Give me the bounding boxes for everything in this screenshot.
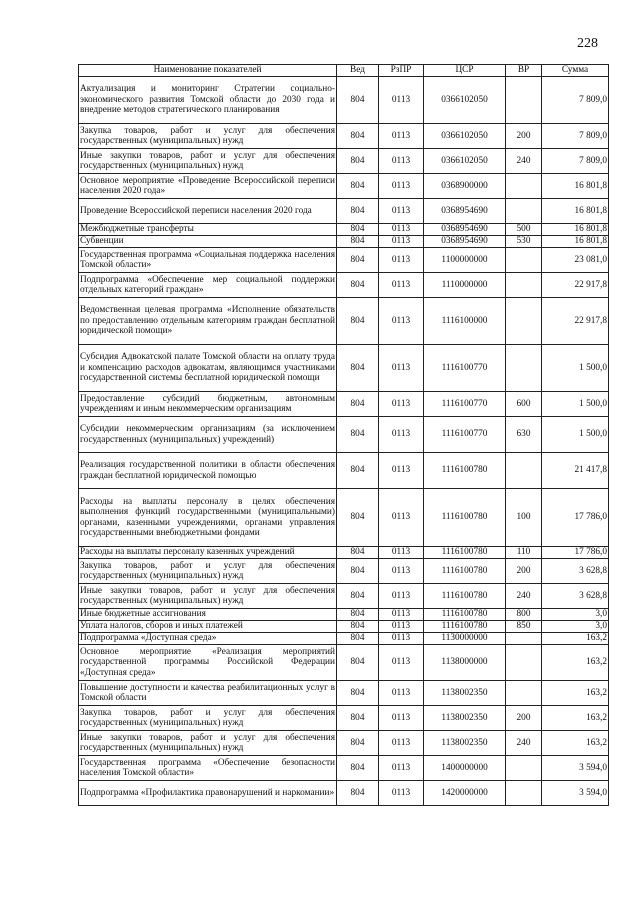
cell-sum: 3,0 — [542, 609, 609, 621]
cell-sum: 163,2 — [542, 731, 609, 756]
cell-ved: 804 — [337, 559, 379, 584]
cell-rzpr: 0113 — [379, 559, 424, 584]
cell-name: Подпрограмма «Обеспечение мер социальной поддержки отдельных категорий граждан» — [79, 273, 337, 298]
cell-vr: 530 — [506, 236, 542, 248]
cell-csr: 1400000000 — [424, 756, 506, 781]
cell-vr — [506, 248, 542, 273]
cell-ved: 804 — [337, 609, 379, 621]
cell-vr: 240 — [506, 149, 542, 174]
cell-csr: 1138002350 — [424, 731, 506, 756]
cell-ved: 804 — [337, 584, 379, 609]
table-row — [79, 633, 609, 645]
cell-csr: 0368954690 — [424, 224, 506, 236]
cell-name: Закупка товаров, работ и услуг для обеспечения государственных (муниципальных) нужд — [79, 559, 337, 584]
cell-csr: 0366102050 — [424, 149, 506, 174]
cell-rzpr: 0113 — [379, 584, 424, 609]
cell-ved: 804 — [337, 149, 379, 174]
table-row — [79, 77, 609, 124]
cell-ved: 804 — [337, 392, 379, 417]
cell-name: Субсидия Адвокатской палате Томской области на оплату труда и компенсацию расходов адвокатам, являющимся участниками государственной системы бесплатной юридической помощи — [79, 345, 337, 392]
table-row — [79, 645, 609, 681]
table-row — [79, 547, 609, 559]
cell-sum: 163,2 — [542, 681, 609, 706]
cell-vr: 850 — [506, 621, 542, 633]
cell-name: Основное мероприятие «Реализация мероприятий государственной программы Российской Федерации «Доступная среда» — [79, 645, 337, 681]
cell-ved: 804 — [337, 633, 379, 645]
cell-name: Иные бюджетные ассигнования — [79, 609, 337, 621]
cell-ved: 804 — [337, 489, 379, 547]
cell-name: Иные закупки товаров, работ и услуг для обеспечения государственных (муниципальных) нужд — [79, 731, 337, 756]
cell-csr: 1130000000 — [424, 633, 506, 645]
cell-ved: 804 — [337, 224, 379, 236]
cell-ved: 804 — [337, 236, 379, 248]
cell-vr: 800 — [506, 609, 542, 621]
cell-csr: 0366102050 — [424, 77, 506, 124]
cell-vr — [506, 77, 542, 124]
cell-name: Повышение доступности и качества реабилитационных услуг в Томской области — [79, 681, 337, 706]
table-row — [79, 345, 609, 392]
cell-rzpr: 0113 — [379, 781, 424, 806]
cell-rzpr: 0113 — [379, 609, 424, 621]
cell-name: Расходы на выплаты персоналу казенных учреждений — [79, 547, 337, 559]
table-row — [79, 584, 609, 609]
header-ved: Вед — [337, 65, 379, 77]
cell-rzpr: 0113 — [379, 621, 424, 633]
cell-sum: 22 917,8 — [542, 273, 609, 298]
cell-sum: 7 809,0 — [542, 124, 609, 149]
table-row — [79, 149, 609, 174]
cell-sum: 23 081,0 — [542, 248, 609, 273]
cell-rzpr: 0113 — [379, 489, 424, 547]
cell-csr: 1420000000 — [424, 781, 506, 806]
table-row — [79, 199, 609, 224]
cell-csr: 1116100780 — [424, 609, 506, 621]
cell-ved: 804 — [337, 199, 379, 224]
header-vr: ВР — [506, 65, 542, 77]
cell-sum: 16 801,8 — [542, 224, 609, 236]
cell-csr: 0368954690 — [424, 199, 506, 224]
cell-sum: 1 500,0 — [542, 417, 609, 453]
cell-csr: 1116100780 — [424, 621, 506, 633]
cell-ved: 804 — [337, 417, 379, 453]
cell-csr: 0368900000 — [424, 174, 506, 199]
cell-sum: 3 594,0 — [542, 781, 609, 806]
cell-vr — [506, 298, 542, 345]
table-body — [79, 77, 609, 806]
cell-ved: 804 — [337, 174, 379, 199]
cell-rzpr: 0113 — [379, 645, 424, 681]
table-row — [79, 224, 609, 236]
cell-name: Закупка товаров, работ и услуг для обеспечения государственных (муниципальных) нужд — [79, 706, 337, 731]
cell-ved: 804 — [337, 621, 379, 633]
cell-vr — [506, 174, 542, 199]
cell-name: Предоставление субсидий бюджетным, автономным учреждениям и иным некоммерческим организациям — [79, 392, 337, 417]
cell-sum: 163,2 — [542, 706, 609, 731]
cell-rzpr: 0113 — [379, 453, 424, 489]
cell-sum: 3 628,8 — [542, 584, 609, 609]
cell-ved: 804 — [337, 756, 379, 781]
cell-name: Расходы на выплаты персоналу в целях обеспечения выполнения функций государственными (муниципальными) органами, казенными учреждениями, органами управления государственными внебюджетными фондами — [79, 489, 337, 547]
cell-vr: 240 — [506, 731, 542, 756]
cell-ved: 804 — [337, 345, 379, 392]
cell-vr — [506, 453, 542, 489]
cell-vr: 110 — [506, 547, 542, 559]
cell-rzpr: 0113 — [379, 236, 424, 248]
cell-sum: 16 801,8 — [542, 199, 609, 224]
cell-name: Актуализация и мониторинг Стратегии социально-экономического развития Томской области до 2030 года и внедрение методов стратегического планирования — [79, 77, 337, 124]
cell-vr — [506, 681, 542, 706]
cell-rzpr: 0113 — [379, 417, 424, 453]
cell-rzpr: 0113 — [379, 706, 424, 731]
cell-name: Подпрограмма «Профилактика правонарушений и наркомании» — [79, 781, 337, 806]
cell-rzpr: 0113 — [379, 174, 424, 199]
cell-name: Государственная программа «Социальная поддержка населения Томской области» — [79, 248, 337, 273]
cell-vr: 600 — [506, 392, 542, 417]
header-name: Наименование показателей — [79, 65, 337, 77]
table-row — [79, 174, 609, 199]
cell-sum: 1 500,0 — [542, 345, 609, 392]
cell-name: Закупка товаров, работ и услуг для обеспечения государственных (муниципальных) нужд — [79, 124, 337, 149]
cell-ved: 804 — [337, 706, 379, 731]
cell-sum: 21 417,8 — [542, 453, 609, 489]
cell-csr: 1138002350 — [424, 681, 506, 706]
cell-sum: 16 801,8 — [542, 174, 609, 199]
cell-csr: 1116100780 — [424, 559, 506, 584]
cell-csr: 1116100780 — [424, 584, 506, 609]
table-row — [79, 681, 609, 706]
table-row — [79, 298, 609, 345]
cell-ved: 804 — [337, 645, 379, 681]
table-row — [79, 273, 609, 298]
cell-name: Иные закупки товаров, работ и услуг для обеспечения государственных (муниципальных) нужд — [79, 149, 337, 174]
header-sum: Сумма — [542, 65, 609, 77]
cell-name: Проведение Всероссийской переписи населения 2020 года — [79, 199, 337, 224]
cell-rzpr: 0113 — [379, 248, 424, 273]
cell-csr: 1116100780 — [424, 453, 506, 489]
cell-sum: 163,2 — [542, 633, 609, 645]
cell-ved: 804 — [337, 248, 379, 273]
cell-csr: 0368954690 — [424, 236, 506, 248]
cell-rzpr: 0113 — [379, 392, 424, 417]
cell-csr: 1116100780 — [424, 547, 506, 559]
header-rzpr: РзПР — [379, 65, 424, 77]
cell-vr — [506, 633, 542, 645]
cell-csr: 1116100780 — [424, 489, 506, 547]
table-header-row — [79, 65, 609, 77]
cell-ved: 804 — [337, 77, 379, 124]
cell-name: Иные закупки товаров, работ и услуг для обеспечения государственных (муниципальных) нужд — [79, 584, 337, 609]
cell-rzpr: 0113 — [379, 633, 424, 645]
cell-vr: 630 — [506, 417, 542, 453]
cell-rzpr: 0113 — [379, 681, 424, 706]
cell-csr: 1110000000 — [424, 273, 506, 298]
cell-rzpr: 0113 — [379, 199, 424, 224]
cell-csr: 0366102050 — [424, 124, 506, 149]
cell-rzpr: 0113 — [379, 547, 424, 559]
cell-rzpr: 0113 — [379, 273, 424, 298]
cell-csr: 1100000000 — [424, 248, 506, 273]
cell-rzpr: 0113 — [379, 756, 424, 781]
cell-rzpr: 0113 — [379, 124, 424, 149]
cell-name: Субвенции — [79, 236, 337, 248]
cell-csr: 1116100770 — [424, 417, 506, 453]
cell-ved: 804 — [337, 453, 379, 489]
cell-name: Государственная программа «Обеспечение безопасности населения Томской области» — [79, 756, 337, 781]
cell-rzpr: 0113 — [379, 298, 424, 345]
cell-ved: 804 — [337, 681, 379, 706]
cell-csr: 1116100000 — [424, 298, 506, 345]
table-row — [79, 392, 609, 417]
cell-name: Межбюджетные трансферты — [79, 224, 337, 236]
cell-rzpr: 0113 — [379, 345, 424, 392]
cell-csr: 1116100770 — [424, 345, 506, 392]
cell-name: Уплата налогов, сборов и иных платежей — [79, 621, 337, 633]
table-row — [79, 489, 609, 547]
cell-vr — [506, 645, 542, 681]
cell-ved: 804 — [337, 273, 379, 298]
cell-sum: 7 809,0 — [542, 149, 609, 174]
cell-ved: 804 — [337, 781, 379, 806]
cell-vr — [506, 199, 542, 224]
cell-sum: 22 917,8 — [542, 298, 609, 345]
cell-vr: 200 — [506, 559, 542, 584]
cell-vr: 500 — [506, 224, 542, 236]
table-row — [79, 417, 609, 453]
cell-name: Основное мероприятие «Проведение Всероссийской переписи населения 2020 года» — [79, 174, 337, 199]
cell-rzpr: 0113 — [379, 77, 424, 124]
table-row — [79, 453, 609, 489]
table-row — [79, 609, 609, 621]
cell-vr — [506, 273, 542, 298]
cell-vr — [506, 345, 542, 392]
cell-ved: 804 — [337, 731, 379, 756]
cell-sum: 163,2 — [542, 645, 609, 681]
table-row — [79, 621, 609, 633]
cell-sum: 17 786,0 — [542, 547, 609, 559]
cell-vr — [506, 756, 542, 781]
cell-rzpr: 0113 — [379, 224, 424, 236]
cell-name: Ведомственная целевая программа «Исполнение обязательств по предоставлению отдельным категориям граждан бесплатной юридической помощи» — [79, 298, 337, 345]
cell-ved: 804 — [337, 298, 379, 345]
cell-name: Субсидии некоммерческим организациям (за исключением государственных (муниципальных) учреждений) — [79, 417, 337, 453]
cell-sum: 17 786,0 — [542, 489, 609, 547]
table-row — [79, 706, 609, 731]
table-row — [79, 236, 609, 248]
cell-sum: 7 809,0 — [542, 77, 609, 124]
table-row — [79, 756, 609, 781]
cell-sum: 3,0 — [542, 621, 609, 633]
table-row — [79, 559, 609, 584]
table-row — [79, 781, 609, 806]
cell-rzpr: 0113 — [379, 149, 424, 174]
cell-vr: 200 — [506, 124, 542, 149]
cell-sum: 16 801,8 — [542, 236, 609, 248]
budget-table — [78, 64, 609, 806]
header-csr: ЦСР — [424, 65, 506, 77]
cell-sum: 3 594,0 — [542, 756, 609, 781]
cell-vr: 200 — [506, 706, 542, 731]
cell-name: Подпрограмма «Доступная среда» — [79, 633, 337, 645]
table-row — [79, 248, 609, 273]
table-row — [79, 124, 609, 149]
cell-csr: 1138002350 — [424, 706, 506, 731]
cell-vr: 240 — [506, 584, 542, 609]
cell-name: Реализация государственной политики в области обеспечения граждан бесплатной юридической помощью — [79, 453, 337, 489]
table-row — [79, 731, 609, 756]
cell-sum: 3 628,8 — [542, 559, 609, 584]
page-number: 228 — [577, 36, 598, 51]
cell-rzpr: 0113 — [379, 731, 424, 756]
cell-ved: 804 — [337, 547, 379, 559]
cell-csr: 1138000000 — [424, 645, 506, 681]
cell-csr: 1116100770 — [424, 392, 506, 417]
cell-ved: 804 — [337, 124, 379, 149]
cell-vr: 100 — [506, 489, 542, 547]
cell-sum: 1 500,0 — [542, 392, 609, 417]
cell-vr — [506, 781, 542, 806]
